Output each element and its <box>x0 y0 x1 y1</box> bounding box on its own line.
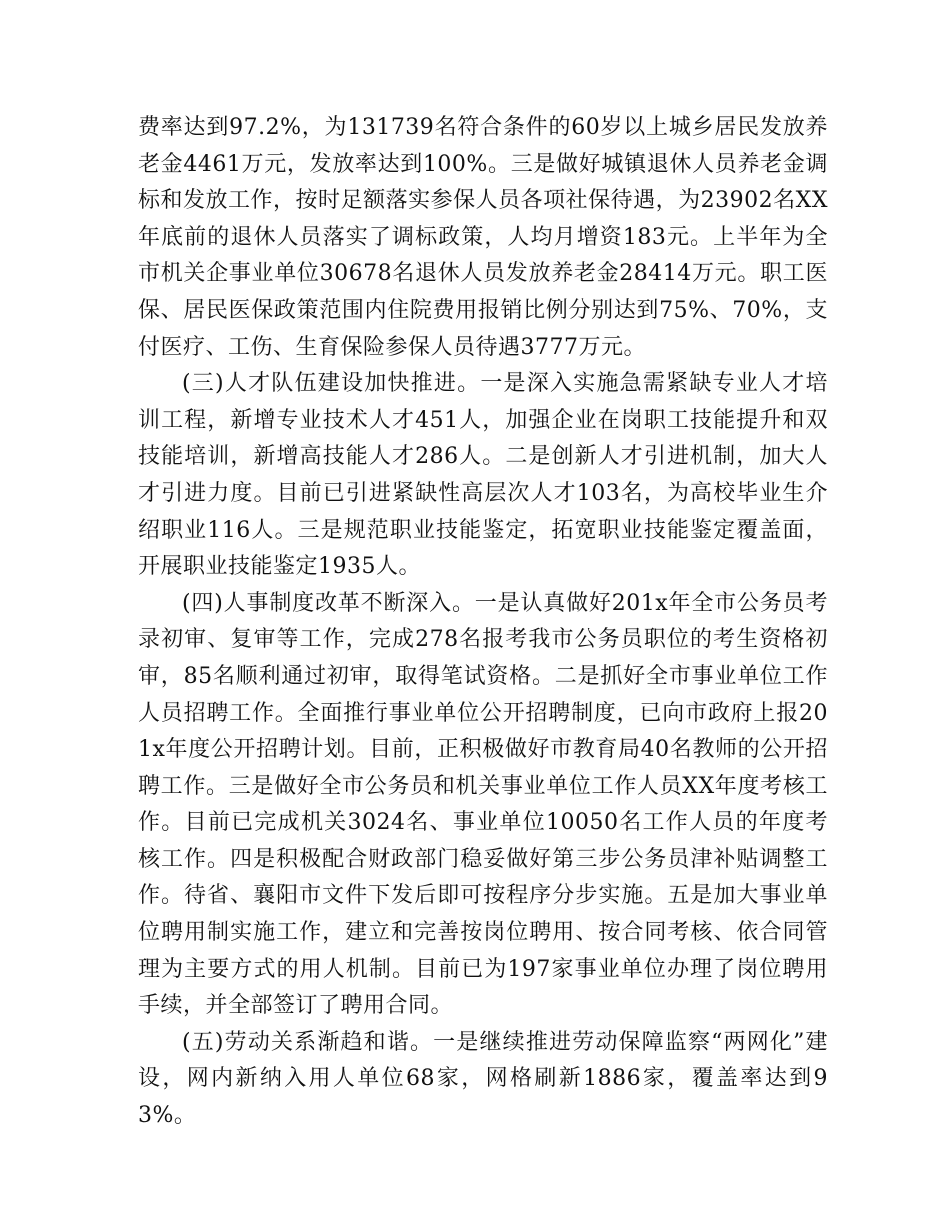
paragraph-labor-relations: (五)劳动关系渐趋和谐。一是继续推进劳动保障监察“两网化”建设，网内新纳入用人单位68家，网格刷新1886家，覆盖率达到93%。 <box>138 1029 828 1129</box>
paragraph-personnel-reform: (四)人事制度改革不断深入。一是认真做好201x年全市公务员考录初审、复审等工作，完成278名报考我市公务员职位的考生资格初审，85名顺利通过初审，取得笔试资格。二是抓好全市事业单位工作人员招聘工作。全面推行事业单位公开招聘制度，已向市政府上报201x年度公开招聘计划。目前，正积极做好市教育局40名教师的公开招聘工作。三是做好全市公务员和机关事业单位工作人员XX年度考核工作。目前已完成机关3024名、事业单位10050名工作人员的年度考核工作。四是积极配合财政部门稳妥做好第三步公务员津补贴调整工作。待省、襄阳市文件下发后即可按程序分步实施。五是加大事业单位聘用制实施工作，建立和完善按岗位聘用、按合同考核、依合同管理为主要方式的用人机制。目前已为197家事业单位办理了岗位聘用手续，并全部签订了聘用合同。 <box>138 590 828 1019</box>
paragraph-pension-continuation: 费率达到97.2%，为131739名符合条件的60岁以上城乡居民发放养老金4461万元，发放率达到100%。三是做好城镇退休人员养老金调标和发放工作，按时足额落实参保人员各项社保待遇，为23902名XX年底前的退休人员落实了调标政策，人均月增资183元。上半年为全市机关企事业单位30678名退休人员发放养老金28414万元。职工医保、居民医保政策范围内住院费用报销比例分别达到75%、70%，支付医疗、工伤、生育保险参保人员待遇3777万元。 <box>138 115 828 360</box>
paragraph-talent-team: (三)人才队伍建设加快推进。一是深入实施急需紧缺专业人才培训工程，新增专业技术人才451人，加强企业在岗职工技能提升和双技能培训，新增高技能人才286人。二是创新人才引进机制，加大人才引进力度。目前已引进紧缺性高层次人才103名，为高校毕业生介绍职业116人。三是规范职业技能鉴定，拓宽职业技能鉴定覆盖面，开展职业技能鉴定1935人。 <box>138 371 828 580</box>
document-body <box>138 110 828 1135</box>
